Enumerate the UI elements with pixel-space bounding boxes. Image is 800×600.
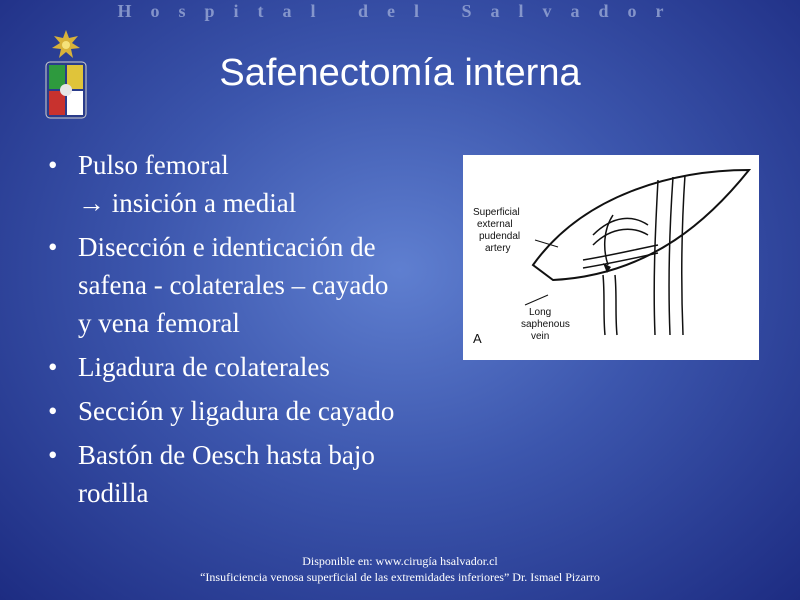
tributary-vessel bbox=[583, 245, 658, 260]
bullet-list bbox=[48, 146, 458, 518]
footer-source: Disponible en: www.cirugía hsalvador.cl bbox=[302, 554, 498, 568]
saphenous-vein bbox=[603, 275, 605, 335]
slide-title: Safenectomía interna bbox=[219, 52, 581, 94]
vein-label: vein bbox=[531, 331, 550, 342]
artery-label: Superficial bbox=[473, 207, 520, 218]
pudendal-artery bbox=[593, 229, 648, 245]
bullet-line: rodilla bbox=[78, 478, 149, 508]
bullet-line: • Pulso femoral bbox=[78, 150, 229, 180]
artery-label: pudendal bbox=[479, 231, 521, 242]
bullet-item bbox=[48, 146, 458, 222]
bullet-line: → insición a medial bbox=[78, 188, 297, 218]
femoral-vessel bbox=[654, 180, 658, 335]
femoral-vessel bbox=[682, 175, 685, 335]
footer bbox=[0, 553, 800, 585]
tributary-vessel bbox=[583, 253, 658, 268]
bullet-item bbox=[48, 436, 458, 512]
panel-letter: A bbox=[473, 331, 482, 346]
footer-citation: “Insuficiencia venosa superficial de las extremidades inferiores” Dr. Ismael Pizarro bbox=[200, 570, 600, 584]
pudendal-artery bbox=[593, 218, 648, 235]
artery-label: artery bbox=[485, 243, 511, 254]
bullet-line: y vena femoral bbox=[78, 308, 240, 338]
bullet-line: • Ligadura de colaterales bbox=[78, 352, 330, 382]
leader-line bbox=[525, 295, 548, 305]
bullet-line: • Bastón de Oesch hasta bajo bbox=[78, 440, 375, 470]
bullet-line: • Disección e identicación de bbox=[78, 232, 376, 262]
vein-label: Long bbox=[529, 307, 552, 318]
vein-label: saphenous bbox=[521, 319, 570, 330]
artery-label: external bbox=[477, 219, 513, 230]
bullet-item bbox=[48, 348, 458, 386]
hospital-header: Hospital del Salvador bbox=[117, 1, 683, 21]
saphenous-vein bbox=[615, 275, 617, 335]
bullet-line: • Sección y ligadura de cayado bbox=[78, 396, 395, 426]
bullet-item bbox=[48, 228, 458, 342]
femoral-vessel bbox=[669, 177, 673, 335]
bullet-item bbox=[48, 392, 458, 430]
incision-outline bbox=[533, 170, 749, 280]
bullet-line: safena - colaterales – cayado bbox=[78, 270, 389, 300]
anatomy-figure bbox=[463, 155, 759, 360]
